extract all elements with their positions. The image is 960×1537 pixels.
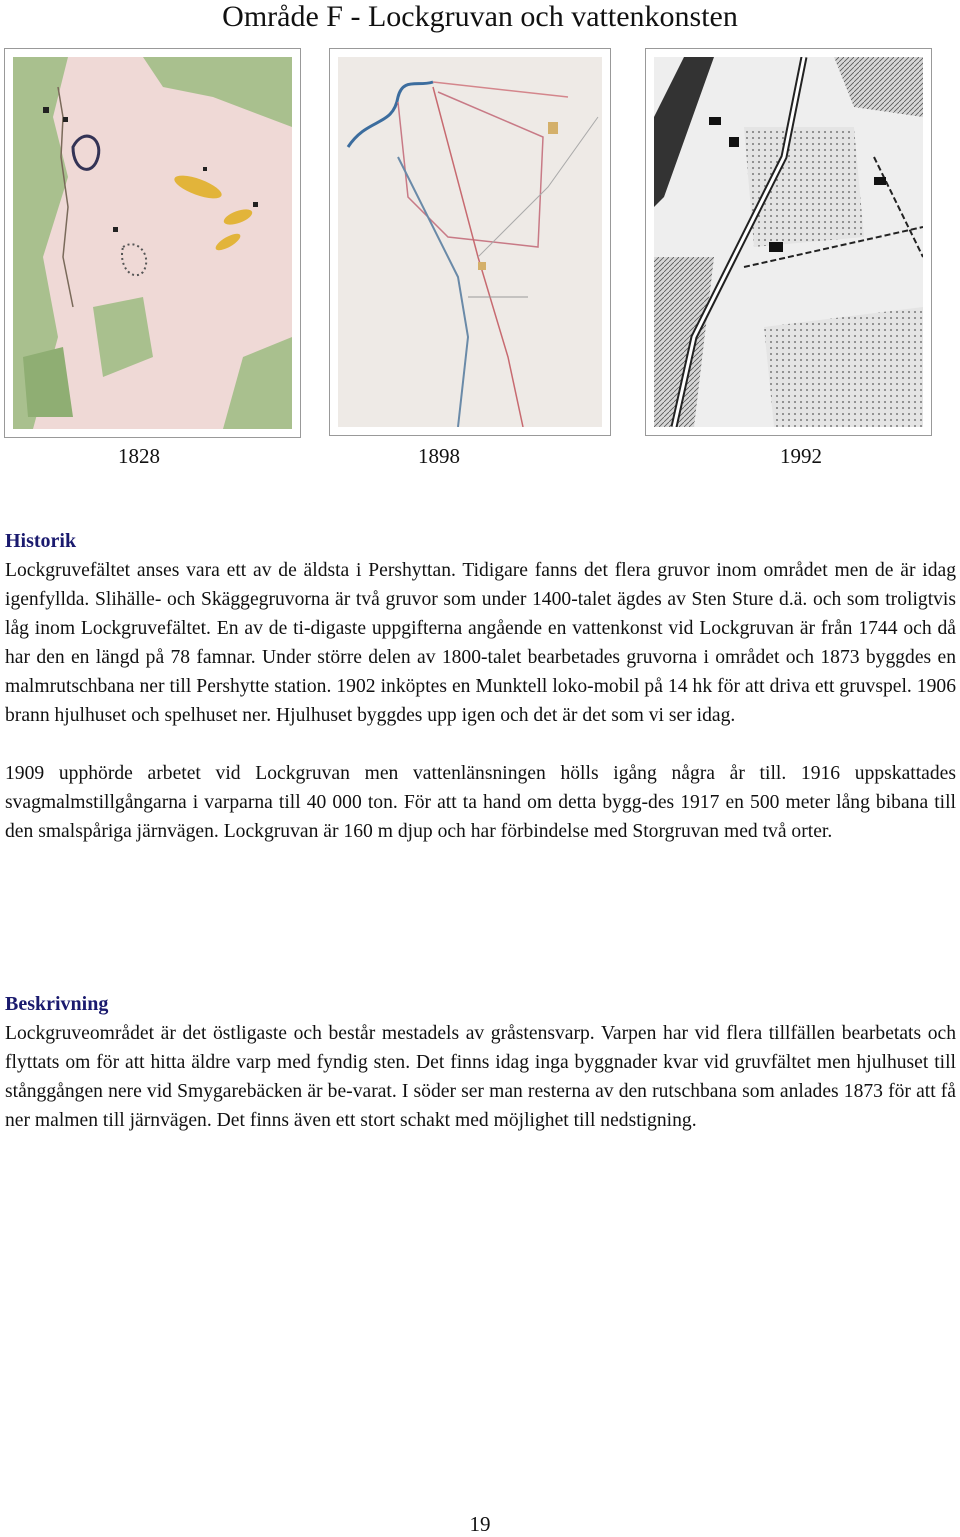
map-year-label: 1898: [418, 444, 460, 468]
map-1898-image: [329, 48, 611, 436]
map-1992-image: [645, 48, 932, 436]
page-title: Område F - Lockgruvan och vattenkonsten: [222, 0, 738, 33]
map-year-label: 1992: [780, 444, 822, 468]
map-1828-image: [4, 48, 301, 438]
historik-section: [5, 527, 956, 846]
beskrivning-heading: Beskrivning: [5, 993, 109, 1015]
beskrivning-section: [5, 990, 956, 1135]
map-year-label: 1828: [118, 444, 160, 468]
historik-heading: Historik: [5, 530, 77, 552]
historik-paragraph: Lockgruvefältet anses vara ett av de äldsta i Pershyttan. Tidigare fanns det flera gruvor inom området men de är idag igenfyllda. Slihälle- och Skäggegruvorna är två gruvor som under 1400-talet ägdes av Sten Sture d.ä. och som troligtvis låg inom Lockgruvefältet. En av de ti-digaste uppgifterna angående en vattenkonst vid Lockgruvan är från 1744 och då har den en längd på 78 famnar. Under större delen av 1800-talet bearbetades gruvorna i området och 1873 byggdes en malmrutschbana ner till Pershytte station. 1902 inköptes en Munktell loko-mobil på 14 hk för att driva ett gruvspel. 1906 brann hjulhuset och spelhuset ner. Hjulhuset byggdes upp igen och det är det som vi ser idag.: [5, 560, 956, 726]
beskrivning-paragraph: Lockgruveområdet är det östligaste och består mestadels av gråstensvarp. Varpen har vid flera tillfällen bearbetats och flyttats om för att hitta äldre varp med fyndig sten. Det finns idag inga byggnader kvar vid gruvfältet men hjulhuset till stånggången nere vid Smygarebäcken är be-varat. I söder ser man resterna av den rutschbana som anlades 1873 för att få ner malmen till järnvägen. Det finns även ett stort schakt med möjlighet till nedstigning.: [5, 1023, 956, 1131]
historik-paragraph: 1909 upphörde arbetet vid Lockgruvan men vattenlänsningen hölls igång några år till. 1916 uppskattades svagmalmstillgångarna i varparna till 40 000 ton. För att ta hand om detta bygg-des 1917 en 500 meter lång bibana till den smalspåriga järnvägen. Lockgruvan är 160 m djup och har förbindelse med Storgruvan med två orter.: [5, 763, 956, 842]
page-number: 19: [469, 1512, 491, 1536]
